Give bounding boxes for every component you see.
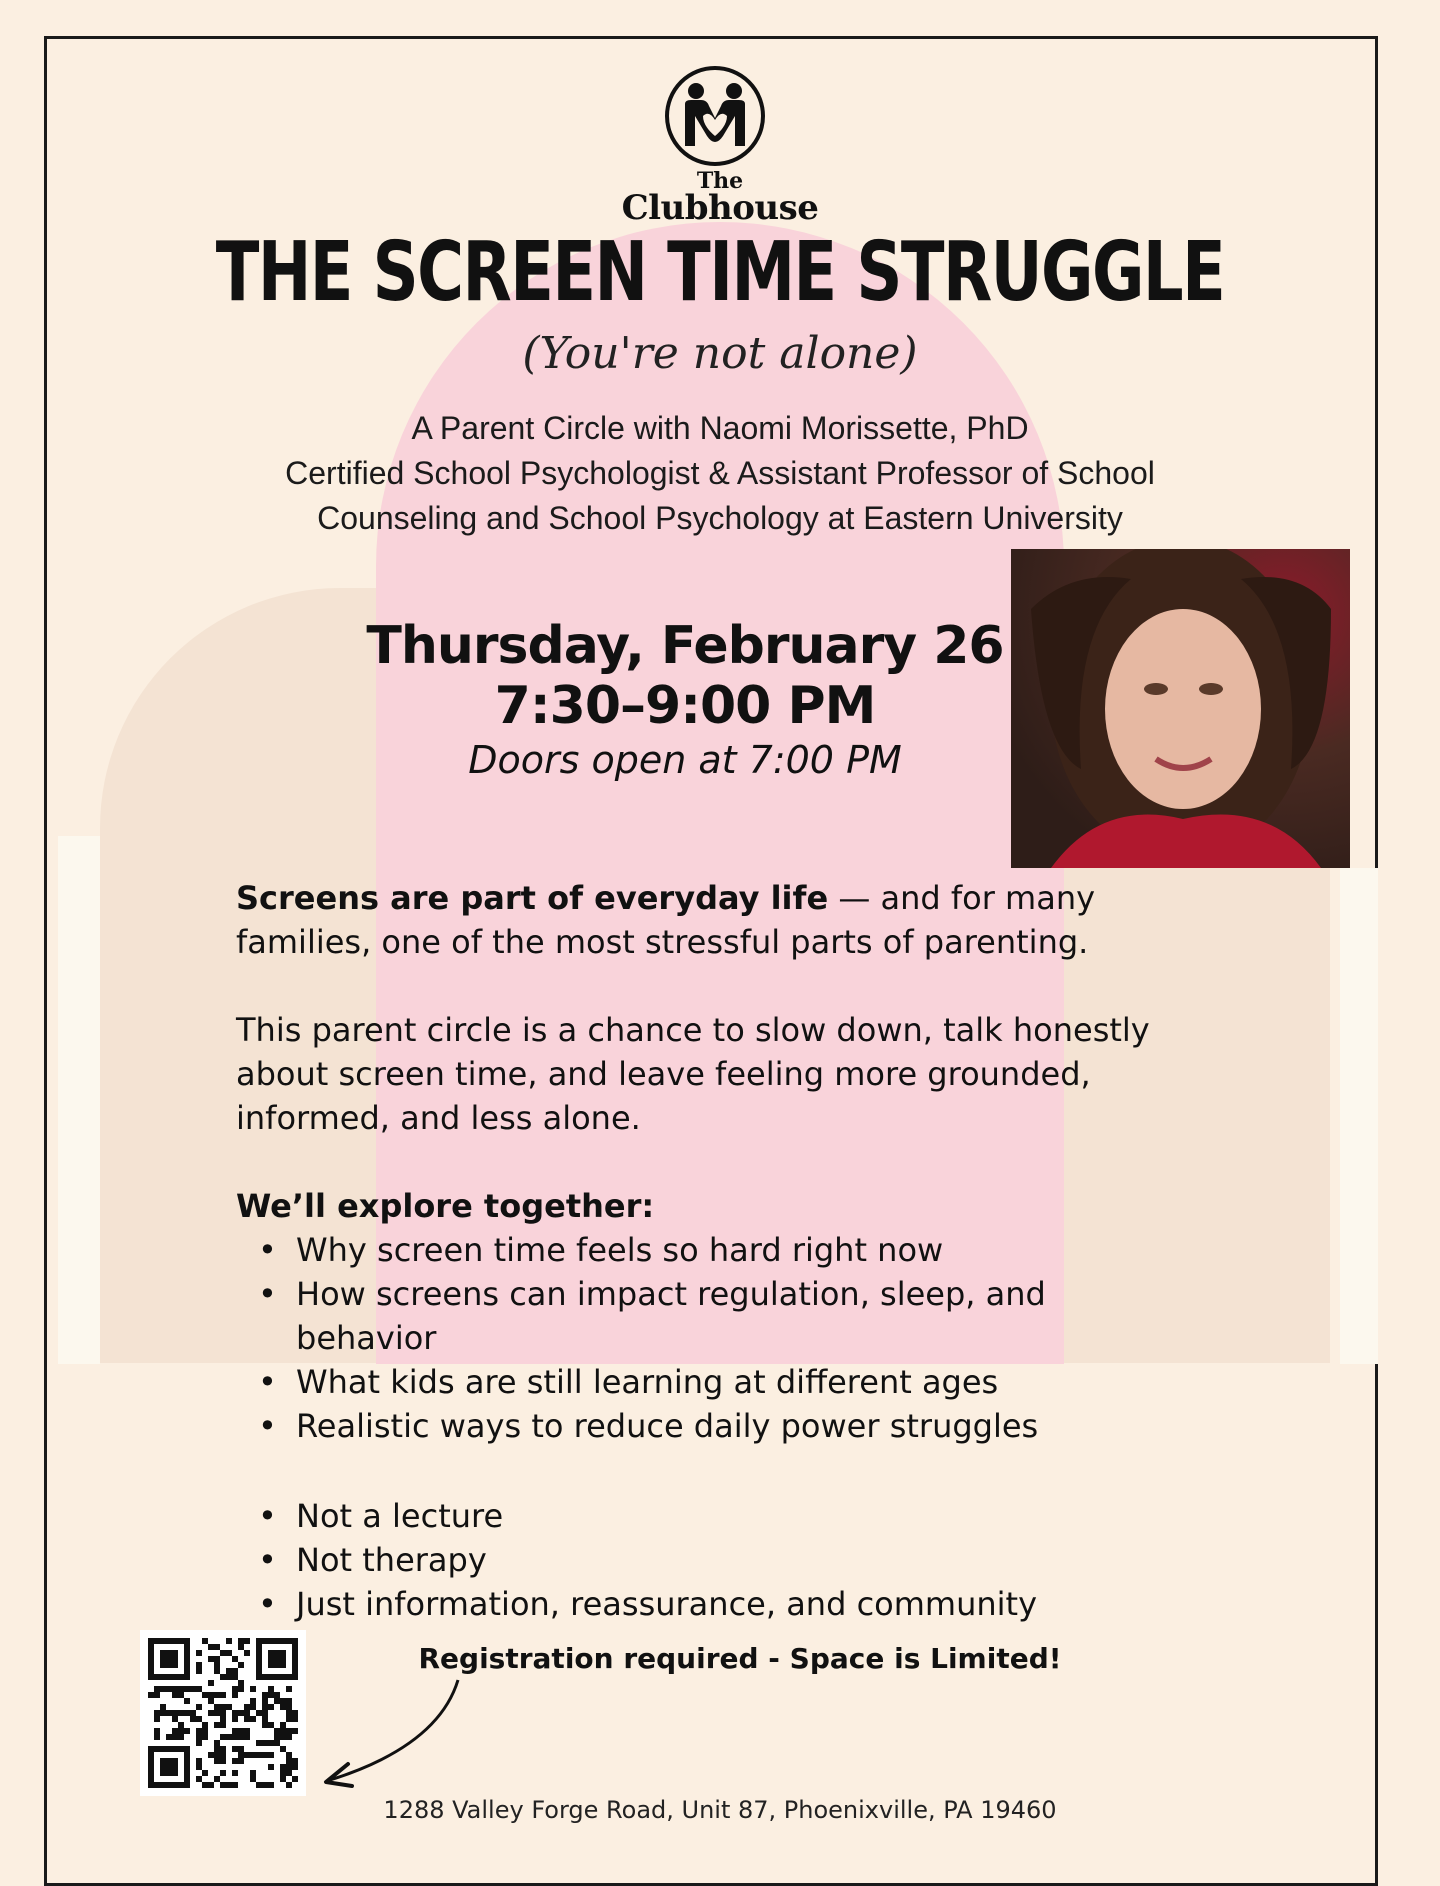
background-strip-right	[1340, 868, 1378, 1364]
speaker-photo	[1011, 549, 1350, 868]
event-date: Thursday, February 26	[366, 616, 1004, 676]
logo-name: Clubhouse	[621, 188, 819, 228]
list-item: • How screens can impact regulation, sleep, and behavior	[236, 1272, 1196, 1360]
explore-heading: We’ll explore together:	[236, 1187, 655, 1225]
two-people-heart-icon	[663, 64, 767, 168]
doors-open: Doors open at 7:00 PM	[468, 738, 902, 782]
list-item: • Not therapy	[236, 1538, 1196, 1582]
intro-line: Certified School Psychologist & Assistant Professor of School	[285, 455, 1155, 491]
not-list	[236, 1494, 1196, 1626]
list-item: • What kids are still learning at different ages	[236, 1360, 1196, 1404]
intro-paragraph-bold: Screens are part of everyday life	[236, 879, 829, 917]
intro-line: Counseling and School Psychology at Eastern University	[317, 500, 1123, 536]
registration-note: Registration required - Space is Limited!	[418, 1642, 1062, 1675]
intro-line: A Parent Circle with Naomi Morissette, PhD	[411, 410, 1029, 446]
explore-list	[236, 1228, 1196, 1448]
list-item: • Just information, reassurance, and community	[236, 1582, 1196, 1626]
background-strip-left	[58, 836, 100, 1364]
list-item: • Realistic ways to reduce daily power struggles	[236, 1404, 1196, 1448]
event-subtitle: (You're not alone)	[522, 328, 918, 379]
event-datetime	[300, 616, 1070, 736]
curved-arrow-icon	[318, 1676, 468, 1796]
event-time: 7:30–9:00 PM	[494, 676, 876, 736]
logo-small-text: The	[696, 168, 744, 194]
description-paragraph: This parent circle is a chance to slow down, talk honestly about screen time, and leave feeling more grounded, informed, and less alone.	[236, 1011, 1150, 1137]
venue-address: 1288 Valley Forge Road, Unit 87, Phoenixville, PA 19460	[383, 1796, 1057, 1824]
intro-block	[0, 406, 1440, 541]
event-title: THE SCREEN TIME STRUGGLE	[215, 225, 1225, 320]
qr-code-icon[interactable]	[140, 1630, 306, 1796]
intro-paragraph-rest: — and for many families, one of the most stressful parts of parenting.	[236, 879, 1096, 961]
list-item: • Why screen time feels so hard right now	[236, 1228, 1196, 1272]
intro-paragraph	[236, 876, 1196, 964]
list-item: • Not a lecture	[236, 1494, 1196, 1538]
